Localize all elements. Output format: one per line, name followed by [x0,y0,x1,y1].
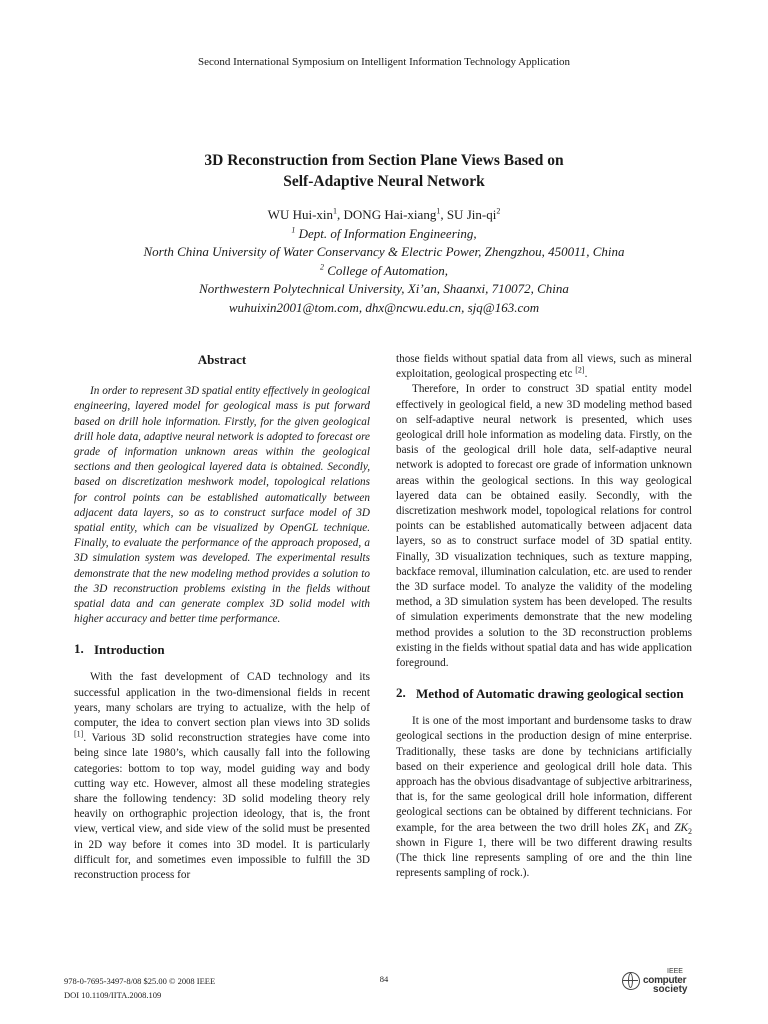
drill-hole-sub-1: 1 [645,826,650,836]
intro-continuation [396,352,692,382]
section-2-heading [396,685,692,702]
affiliation-2-university: Northwestern Polytechnical University, Xi’an, Shaanxi, 710072, China [199,281,569,296]
globe-icon [622,972,640,990]
conference-header: Second International Symposium on Intelligent Information Technology Application [197,56,571,68]
drill-hole-sub-2: 2 [688,826,692,836]
footer-doi: DOI 10.1109/IITA.2008.109 [64,990,162,1000]
title-line-1: 3D Reconstruction from Section Plane Views Based on [204,152,564,169]
right-column [396,352,692,882]
affiliation-2 [0,262,768,281]
drill-hole-zk2: ZK [674,821,688,834]
section-1-heading [74,641,370,658]
logo-computer: computer [643,975,687,986]
citation-1: [1] [74,729,84,739]
intro-paragraph [74,670,370,883]
author-block [0,206,768,317]
intro-text-a: With the fast development of CAD technology and its successful application in the two-dimensional fields in recent years, many scholars are trying to actualize, with the help of computer, the idea to convert section plan views into 3D solids [74,671,370,730]
affiliation-1-mark: 1 [291,225,296,235]
citation-2: [2] [575,365,585,375]
affiliation-1-university: North China University of Water Conservancy & Electric Power, Zhengzhou, 450011, China [143,244,625,259]
logo-ieee: IEEE [667,968,683,975]
logo-text [643,967,687,994]
section-2-text-a: It is one of the most important and burdensome tasks to draw geological sections in the production design of mine enterprise. Traditionally, these tasks are done by technicians artificially based on their experience and geological drill hole data. This approach has the obvious disadvantage of subjective arbitrariness, that is, for the same geological drill hole information, different geological sections can be obtained by different technicians. For example, for the area between the two drill holes [396,715,692,834]
affiliation-2-dept: College of Automation, [324,262,448,278]
section-2-title: Method of Automatic drawing geological section [416,686,684,702]
intro-text-b: . Various 3D solid reconstruction strategies have come into being since late 1980’s, which causally fall into the following categories: bottom to top way, model guiding way and body cutting way etc. However, almost all these modeling strategies share the following tendency: 3D solid modeling theory rely heavily on orthographic projection ideology, that is, the front view, vertical view, and side view of the solid must be presented in 2D way before it comes into 3D model. It is particularly difficult for, and sometimes even impossible to fulfill the 3D reconstruction process for [74,732,370,882]
section-1-title: Introduction [94,642,165,658]
drill-hole-zk1: ZK [631,821,646,834]
author-emails: wuhuixin2001@tom.com, dhx@ncwu.edu.cn, sjq@163.com [228,299,540,315]
author-2-affil: 1 [436,206,441,216]
author-3: , SU Jin-qi [440,207,497,222]
section-2-and: and [649,821,675,834]
author-1-affil: 1 [333,206,338,216]
logo-society: society [653,984,688,995]
affiliation-2-mark: 2 [320,262,324,272]
affiliation-1 [0,225,768,244]
author-1: WU Hui-xin [267,207,334,222]
affiliation-1-dept: Dept. of Information Engineering, [295,225,477,241]
author-3-affil: 2 [496,206,501,216]
left-column [74,352,370,883]
ieee-computer-society-logo [622,967,687,994]
section-1-number: 1. [74,641,84,657]
section-2-paragraph [396,714,692,881]
intro-cont-text-b: . [584,368,588,381]
section-2-number: 2. [396,685,406,701]
abstract-text: In order to represent 3D spatial entity effectively in geological engineering, layered model for geological mass is put forward based on drill hole information. Firstly, for the given geological drill hole data, adaptive neural network is adopted to forecast ore grade of information unknown areas within the geological sections and then geological layered data is obtained. Secondly, based on discretization meshwork model, topological relations for control points can be established automatically between adjacent data layers, so as to construct surface model of 3D spatial entity, which can be visualized by OpenGL technique. Finally, to evaluate the performance of the approach proposed, a 3D simulation system was developed. The experimental results demonstrate that the new modeling method provides a solution to the 3D reconstruction problems existing in the fields without spatial data and can generate complex 3D solid model with higher accuracy and better time performance. [74,385,370,626]
author-names [0,206,768,225]
section-2-text-b: shown in Figure 1, there will be two different drawing results (The thick line represents sampling of ore and the thin line represents sampling of rock.). [396,836,692,880]
paper-title [0,150,768,192]
intro-cont-text-a: those fields without spatial data from all views, such as mineral exploitation, geological prospecting etc [396,353,692,381]
footer-isbn: 978-0-7695-3497-8/08 $25.00 © 2008 IEEE [64,976,216,986]
abstract-heading: Abstract [197,352,247,367]
page-number: 84 [379,974,389,984]
intro-paragraph-2: Therefore, In order to construct 3D spatial entity model effectively in geological field, a new 3D modeling method based on self-adaptive neural network is presented, which uses geological drill hole information as modeling data. Firstly, on the basis of the geological drill hole data, self-adaptive neural network is adopted to forecast ore grade of information unknown areas within the geological sections. In this way geological layered data can be obtained easily. Secondly, with the discretization meshwork model, topological relations for control points can be established automatically between adjacent data layers, so as to construct surface model of 3D spatial entity. Finally, 3D visualization techniques, such as texture mapping, backface removal, illumination calculation, etc. are used to render the 3D surface model. To analyze the validity of the modeling method, a 3D simulation system has been developed. The results of simulation experiments demonstrate that the new modeling method provides a solution to the 3D reconstruction problems existing in the fields without spatial data and has wide application foreground. [396,383,692,670]
author-2: , DONG Hai-xiang [337,207,437,222]
title-line-2: Self-Adaptive Neural Network [283,173,485,190]
